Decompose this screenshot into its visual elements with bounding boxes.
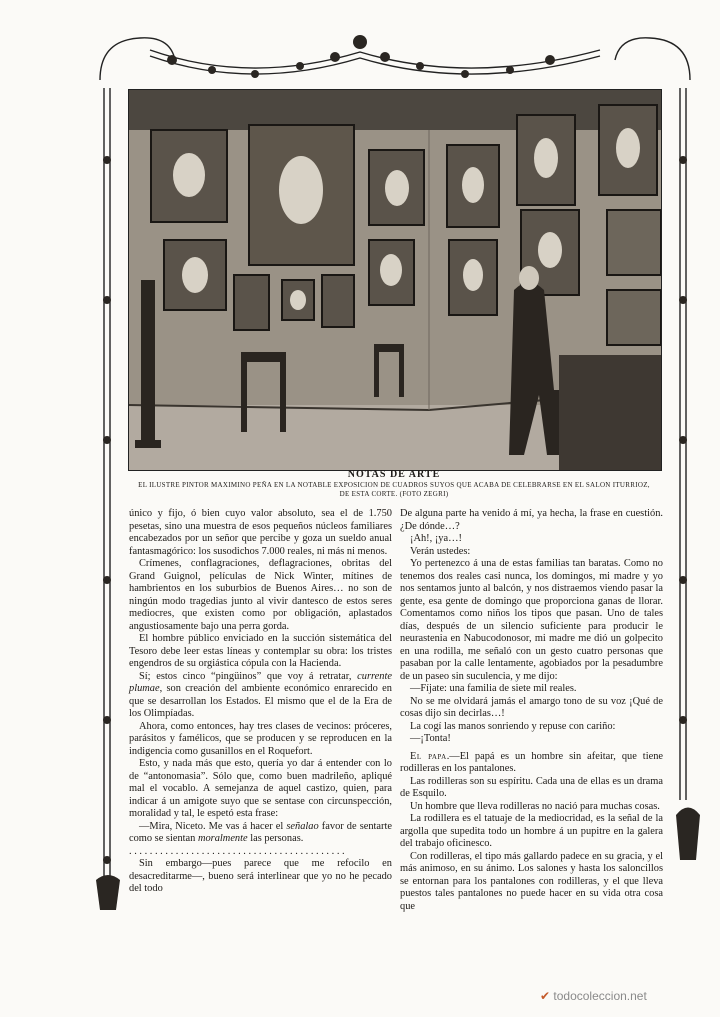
- watermark-text: todocoleccion.net: [553, 989, 647, 1003]
- paragraph: Con rodilleras, el tipo más gallardo padece en su gracia, y el más animoso, en su ánimo. Los salones y hasta los saloncillos se entornan para los pantalones con rodilleras, y el que lleva puestos tales pantalones no puede hacer en su vida otra cosa que: [400, 850, 663, 912]
- italic-phrase: señalao: [286, 820, 319, 832]
- vase-ornament-right: [676, 808, 700, 861]
- paragraph: Yo pertenezco á una de estas familias tan baratas. Como no tenemos dos reales casi nunca, los domingos, mi madre y yo nos sentamos junto al balcón, y nos distraemos viendo pasar la gente, esa gente de domingo que proporciona ganas de llorar. Comentamos como niños los tipos que pasan. Uno de tales días, después de un silencio suficiente para producir le neurastenia en Nabucodonosor, mi madre me dió un golpecito en una rodilla, me señaló con un gesto cuatro personas que pasaban por la calle lentamente, agobiados por la pesadumbre de un paseo sin suculencia, y me dijo:: [400, 558, 663, 682]
- paragraph: —Fíjate: una familia de siete mil reales.: [410, 683, 577, 694]
- paragraph: [400, 751, 663, 776]
- paragraph: Un hombre que lleva rodilleras no nació para muchas cosas.: [410, 800, 660, 812]
- italic-phrase: moralmente: [197, 833, 248, 844]
- left-column: [129, 508, 392, 896]
- paragraph: No se me olvidará jamás el amargo tono de su voz ¡Qué de cosas dijo sin decirlas…!: [400, 695, 663, 719]
- text-run: las personas.: [250, 833, 304, 844]
- paragraph: Sin embargo—pues parece que me refocilo en desacreditarme—, bueno será interlinear que yo no he pecado del todo: [129, 858, 392, 894]
- text-run: favor de sentarte como se sientan: [129, 820, 392, 844]
- paragraph: La rodillera es el tatuaje de la mediocridad, es la señal de la argolla que supedita todo un hombre á un pupitre en la galera del trabajo oficinesco.: [400, 813, 663, 849]
- text-run: —Mira, Niceto. Me vas á hacer el: [139, 820, 284, 832]
- paragraph: De alguna parte ha venido á mí, ya hecha, la frase en cuestión. ¿De dónde…?: [400, 508, 663, 532]
- ellipsis-line: . . . . . . . . . . . . . . . . . . . . . . . . . . . . . . . . . . . . . . . . . .: [129, 845, 345, 857]
- paragraph: Las rodilleras son su espíritu. Cada una de ellas es un drama de Esquilo.: [400, 775, 663, 799]
- text-run: .—El papá es un hombre sin afeitar, que tiene rodilleras en los pantalones.: [400, 750, 664, 774]
- text-run: , son creación del ambiente económico enrarecido en que se desarrollan los Estados. El mismo que el de la Era de los Olimpíadas.: [129, 683, 392, 719]
- check-icon: ✔: [540, 989, 551, 1003]
- paragraph: Crímenes, conflagraciones, deflagraciones, obritas del Grand Guignol, películas de Nick Winter, mítines de hambrientos en los suburbios de Buenos Aires… no son de ningún modo tragedias junto al vivir dantesco de estos seres mediocres, que existen como por obligación, aplastados angustiosamente bajo una perra gorda.: [129, 558, 392, 632]
- exhibition-photo: [128, 89, 662, 471]
- watermark: [540, 989, 647, 1003]
- paragraph: El hombre público enviciado en la succión sistemática del Tesoro debe leer estas líneas y contemplar su obra: los tristes engendros de su orgiástica cópula con la Hacienda.: [129, 633, 392, 669]
- paragraph: [129, 821, 392, 846]
- section-head: El papa: [410, 750, 447, 762]
- paragraph: Ahora, como entonces, hay tres clases de vecinos: próceres, parásitos y famélicos, que se producen y se reproducen en la indigencia como gusanillos en el Roquefort.: [129, 720, 392, 757]
- paragraph: La cogí las manos sonriendo y repuse con cariño:: [410, 720, 616, 732]
- paragraph: único y fijo, ó bien cuyo valor absoluto, sea el de 1.750 pesetas, sino una muestra de esos pequeños núcleos familiares encabezados por un señor que percibe y goza un sueldo anual fantasmagórico: los susodichos 7.000 reales, ni más ni menos.: [129, 508, 392, 557]
- paragraph: —¡Tonta!: [410, 733, 451, 744]
- paragraph: ¡Ah!, ¡ya…!: [410, 533, 462, 544]
- text-run: Sí; estos cinco “pingüinos” que voy á retratar,: [139, 670, 352, 682]
- exhibition-room-illustration: [129, 90, 661, 470]
- paragraph: Verán ustedes:: [410, 545, 471, 557]
- right-column: [400, 508, 663, 913]
- paragraph: Esto, y nada más que esto, quería yo dar á entender con lo de “antonomasia”. Sólo que, como buen madrileño, apliqué mal el vocablo. A semejanza de aquel castizo, quien, para indicar á un amigote suyo que se sentase con circunspección, moralidad y tal, le espetó esta frase:: [129, 758, 392, 819]
- italic-phrase: currente plumae: [129, 670, 392, 694]
- vase-ornament-left: [96, 875, 120, 910]
- caption-text: EL ILUSTRE PINTOR MAXIMINO PEÑA EN LA NOTABLE EXPOSICION DE CUADROS SUYOS QUE ACABA DE CELEBRARSE EN EL SALON ITURRIOZ, DE ESTA CORTE. (FOTO ZEGRI): [138, 481, 650, 498]
- caption-title: NOTAS DE ARTE: [347, 469, 441, 480]
- paragraph: [129, 671, 392, 721]
